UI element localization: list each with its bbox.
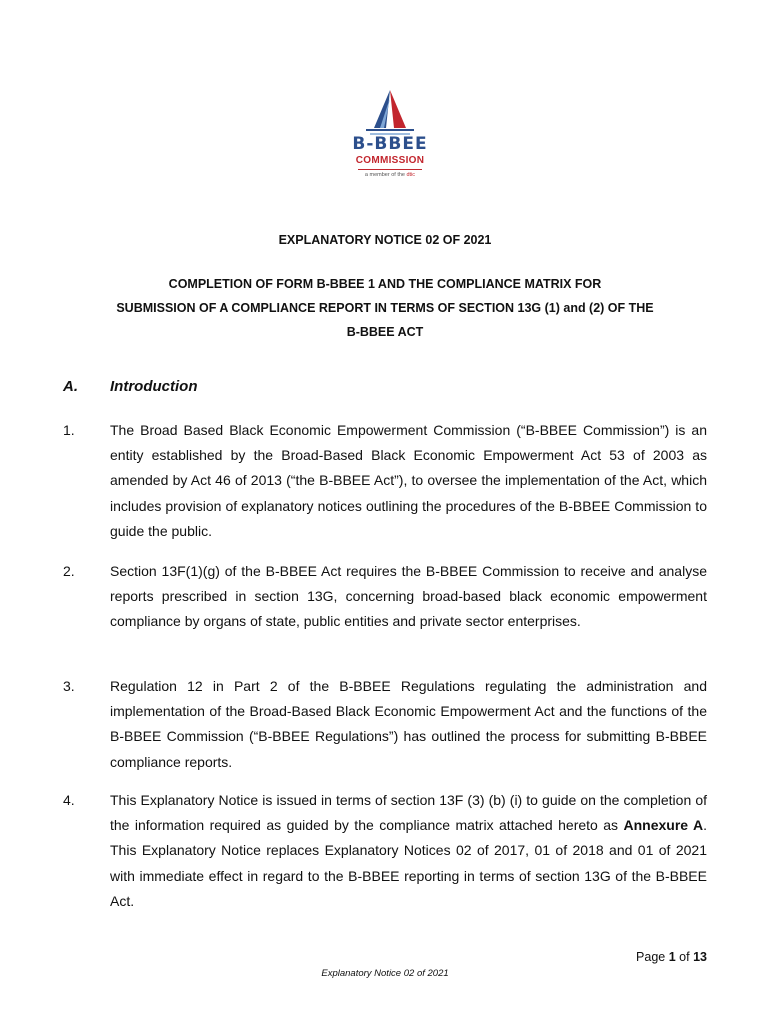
logo-tagline: [310, 172, 470, 178]
page-label: Page: [636, 950, 666, 964]
subject-line: B-BBEE ACT: [346, 325, 424, 339]
paragraph-text: Regulation 12 in Part 2 of the B-BBEE Regulations regulating the administration and implementation of the Broad-Based Black Economic Empowerment Act and the functions of the B-BBEE Commission (“B-BBEE Regulations”) has outlined the process for submitting B-BBEE compliance reports.: [110, 678, 707, 770]
paragraph-text-before: This Explanatory Notice is issued in terms of section 13F (3) (b) (i) to guide on the completion of the information required as guided by the compliance matrix attached hereto as: [110, 792, 707, 834]
paragraph-text: [110, 788, 707, 914]
paragraph-number: 2.: [63, 563, 75, 579]
logo-wordmark: B-BBEE: [352, 134, 428, 154]
logo-subtitle: COMMISSION: [310, 155, 470, 166]
page-number: [580, 950, 707, 964]
paragraph-text: Section 13F(1)(g) of the B-BBEE Act requires the B-BBEE Commission to receive and analyse reports prescribed in section 13G, concerning broad-based black economic empowerment compliance by organs of state, public entities and private sector enterprises.: [110, 563, 707, 630]
page-total: 13: [693, 950, 707, 964]
subject-line: COMPLETION OF FORM B-BBEE 1 AND THE COMPLIANCE MATRIX FOR: [168, 277, 602, 291]
logo-tagline-prefix: a member of the: [364, 172, 405, 178]
section-title: Introduction: [110, 378, 198, 395]
paragraph-number: 3.: [63, 678, 75, 694]
footer-text: Explanatory Notice 02 of 2021: [321, 968, 449, 979]
notice-title: EXPLANATORY NOTICE 02 OF 2021: [278, 233, 492, 247]
paragraph-text-after: . This Explanatory Notice replaces Explanatory Notices 02 of 2017, 01 of 2018 and 01 of 2021 with immediate effect in regard to the B-BBEE reporting in terms of section 13G of the B-BBEE Act.: [110, 817, 707, 909]
notice-subject: [0, 272, 770, 344]
page-of: of: [679, 950, 690, 964]
section-letter: A.: [63, 378, 78, 395]
paragraph-number: 4.: [63, 792, 75, 808]
annexure-reference: Annexure A: [623, 817, 704, 834]
logo-emblem-icon: [300, 88, 480, 138]
logo-tagline-brand: dtic: [406, 172, 416, 178]
subject-line: SUBMISSION OF A COMPLIANCE REPORT IN TERMS OF SECTION 13G (1) and (2) OF THE: [116, 301, 654, 315]
bbbee-commission-logo: [300, 88, 480, 188]
page-current: 1: [668, 950, 676, 964]
paragraph-number: 1.: [63, 422, 75, 438]
paragraph-text: The Broad Based Black Economic Empowerment Commission (“B-BBEE Commission”) is an entity established by the Broad-Based Black Economic Empowerment Act 53 of 2003 as amended by Act 46 of 2013 (“the B-BBEE Act”), to oversee the implementation of the Act, which includes provision of explanatory notices outlining the procedures of the B-BBEE Commission to guide the public.: [110, 422, 707, 539]
